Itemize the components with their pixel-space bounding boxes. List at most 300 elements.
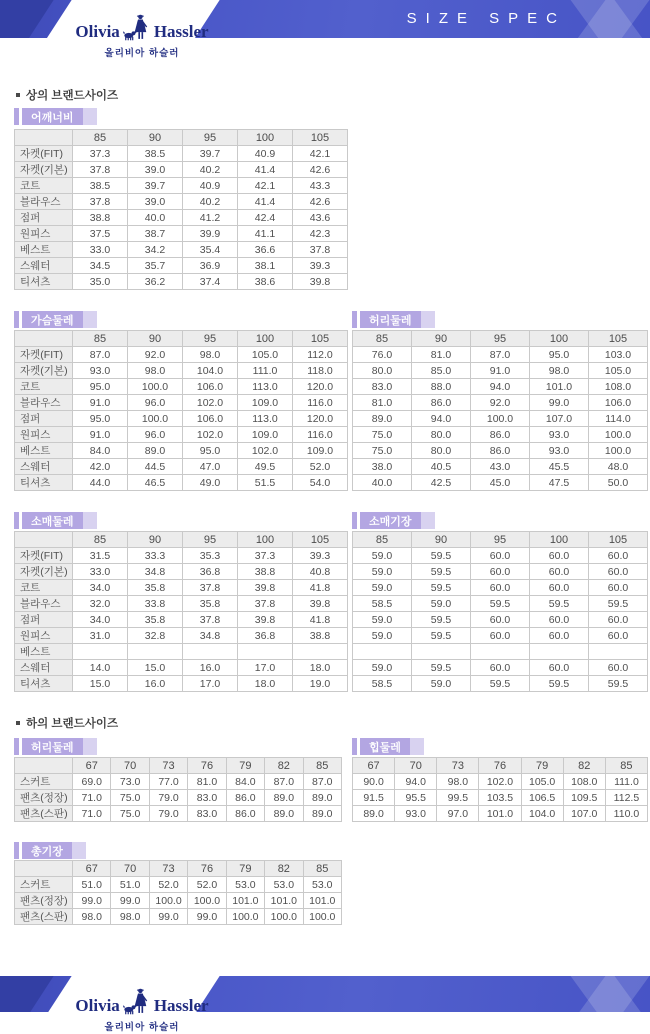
value-cell: 39.8 [238, 580, 293, 596]
size-column-header: 90 [128, 130, 183, 146]
chip-tail [83, 311, 97, 328]
value-cell: 39.8 [293, 596, 348, 612]
value-cell: 101.0 [226, 893, 264, 909]
value-cell: 106.0 [183, 411, 238, 427]
value-cell: 81.0 [353, 395, 412, 411]
value-cell: 59.5 [530, 596, 589, 612]
value-cell: 99.0 [73, 893, 111, 909]
row-label: 티셔츠 [15, 676, 73, 692]
value-cell: 99.0 [188, 909, 226, 925]
value-cell: 59.0 [353, 580, 412, 596]
value-cell: 37.8 [238, 596, 293, 612]
size-column-header: 85 [73, 130, 128, 146]
table-row [15, 564, 348, 580]
row-label: 자켓(FIT) [15, 347, 73, 363]
value-cell: 120.0 [293, 411, 348, 427]
value-cell: 59.0 [412, 676, 471, 692]
value-cell: 15.0 [128, 660, 183, 676]
value-cell: 102.0 [183, 427, 238, 443]
value-cell: 39.7 [128, 178, 183, 194]
value-cell: 52.0 [149, 877, 187, 893]
row-label: 스커트 [15, 877, 73, 893]
value-cell: 38.1 [238, 258, 293, 274]
row-label: 원피스 [15, 628, 73, 644]
value-cell: 41.8 [293, 612, 348, 628]
value-cell: 60.0 [530, 564, 589, 580]
value-cell: 103.0 [589, 347, 648, 363]
size-column-header: 76 [188, 861, 226, 877]
banner-dark-slash [0, 976, 58, 1012]
value-cell: 89.0 [265, 806, 303, 822]
value-cell: 92.0 [471, 395, 530, 411]
table-row [353, 548, 648, 564]
value-cell: 89.0 [353, 806, 395, 822]
value-cell [183, 644, 238, 660]
value-cell: 75.0 [353, 443, 412, 459]
value-cell: 35.8 [128, 612, 183, 628]
table-header-row [353, 532, 648, 548]
value-cell: 93.0 [395, 806, 437, 822]
value-cell: 69.0 [73, 774, 111, 790]
value-cell: 60.0 [589, 628, 648, 644]
value-cell: 100.0 [188, 893, 226, 909]
size-table-total-length [14, 860, 342, 925]
size-column-header: 95 [183, 331, 238, 347]
table-row [15, 877, 342, 893]
value-cell: 60.0 [471, 580, 530, 596]
value-cell: 42.0 [73, 459, 128, 475]
value-cell: 93.0 [73, 363, 128, 379]
table-row [15, 443, 348, 459]
brand-name-right: Hassler [153, 996, 209, 1015]
value-cell: 16.0 [128, 676, 183, 692]
size-table-chest [14, 330, 348, 491]
size-table-waist-bottom [14, 757, 342, 822]
row-label: 티셔츠 [15, 475, 73, 491]
value-cell: 98.0 [111, 909, 149, 925]
value-cell: 37.4 [183, 274, 238, 290]
value-cell: 38.8 [73, 210, 128, 226]
row-label-header [15, 130, 73, 146]
row-label: 팬츠(스판) [15, 806, 73, 822]
value-cell: 43.6 [293, 210, 348, 226]
table-chip-shoulder [14, 108, 97, 125]
value-cell: 18.0 [238, 676, 293, 692]
value-cell: 59.5 [412, 580, 471, 596]
size-column-header: 100 [530, 331, 589, 347]
row-label: 자켓(FIT) [15, 146, 73, 162]
table-row [15, 596, 348, 612]
value-cell: 58.5 [353, 596, 412, 612]
value-cell: 37.5 [73, 226, 128, 242]
value-cell: 37.8 [183, 580, 238, 596]
value-cell: 59.0 [353, 628, 412, 644]
value-cell: 59.0 [353, 548, 412, 564]
row-label: 팬츠(정장) [15, 893, 73, 909]
row-label: 베스트 [15, 443, 73, 459]
value-cell [128, 644, 183, 660]
table-row [15, 612, 348, 628]
size-column-header: 67 [73, 758, 111, 774]
value-cell: 104.0 [521, 806, 563, 822]
value-cell: 94.0 [471, 379, 530, 395]
size-column-header: 85 [303, 861, 341, 877]
value-cell: 109.5 [563, 790, 605, 806]
value-cell: 45.5 [530, 459, 589, 475]
row-label-header [15, 331, 73, 347]
value-cell: 83.0 [353, 379, 412, 395]
value-cell: 49.5 [238, 459, 293, 475]
table-chip-hip [352, 738, 424, 755]
chip-accent-bar [352, 738, 357, 755]
value-cell: 96.0 [128, 395, 183, 411]
table-row [15, 909, 342, 925]
table-row [353, 427, 648, 443]
value-cell: 52.0 [293, 459, 348, 475]
value-cell: 37.8 [293, 242, 348, 258]
value-cell: 16.0 [183, 660, 238, 676]
value-cell: 85.0 [412, 363, 471, 379]
table-row [353, 790, 648, 806]
row-label: 스웨터 [15, 459, 73, 475]
table-title: 어깨너비 [22, 108, 83, 125]
value-cell: 94.0 [395, 774, 437, 790]
table-row [15, 475, 348, 491]
value-cell: 59.5 [589, 676, 648, 692]
size-column-header: 67 [73, 861, 111, 877]
value-cell: 75.0 [353, 427, 412, 443]
size-column-header: 73 [149, 758, 187, 774]
value-cell: 89.0 [303, 790, 341, 806]
value-cell: 42.6 [293, 194, 348, 210]
size-column-header: 90 [128, 331, 183, 347]
table-row [15, 411, 348, 427]
value-cell: 86.0 [471, 443, 530, 459]
value-cell: 36.8 [238, 628, 293, 644]
size-column-header: 105 [293, 130, 348, 146]
value-cell: 89.0 [128, 443, 183, 459]
header-banner [0, 0, 650, 58]
value-cell: 101.0 [303, 893, 341, 909]
row-label: 코트 [15, 178, 73, 194]
table-row [353, 475, 648, 491]
size-column-header: 100 [530, 532, 589, 548]
size-column-header: 90 [412, 331, 471, 347]
value-cell: 37.8 [183, 612, 238, 628]
size-column-header: 85 [73, 331, 128, 347]
table-title: 소매둘레 [22, 512, 83, 529]
value-cell: 94.0 [412, 411, 471, 427]
value-cell: 118.0 [293, 363, 348, 379]
value-cell: 75.0 [111, 806, 149, 822]
value-cell: 89.0 [303, 806, 341, 822]
value-cell: 98.0 [183, 347, 238, 363]
table-row [353, 676, 648, 692]
value-cell: 50.0 [589, 475, 648, 491]
value-cell: 91.5 [353, 790, 395, 806]
woman-with-dog-icon [122, 986, 152, 1018]
value-cell: 95.0 [530, 347, 589, 363]
value-cell: 98.0 [437, 774, 479, 790]
value-cell: 60.0 [471, 564, 530, 580]
value-cell: 99.0 [111, 893, 149, 909]
table-row [353, 580, 648, 596]
value-cell: 60.0 [530, 612, 589, 628]
value-cell: 39.0 [128, 162, 183, 178]
size-column-header: 82 [265, 861, 303, 877]
table-row [353, 443, 648, 459]
size-column-header: 95 [471, 331, 530, 347]
value-cell: 95.0 [183, 443, 238, 459]
value-cell: 60.0 [471, 548, 530, 564]
value-cell: 41.4 [238, 194, 293, 210]
table-title: 허리둘레 [360, 311, 421, 328]
value-cell: 51.0 [111, 877, 149, 893]
value-cell: 84.0 [226, 774, 264, 790]
value-cell: 100.0 [149, 893, 187, 909]
value-cell: 40.2 [183, 162, 238, 178]
value-cell: 91.0 [73, 427, 128, 443]
row-label: 블라우스 [15, 395, 73, 411]
size-column-header: 70 [111, 758, 149, 774]
size-table-sleeve-girth [14, 531, 348, 692]
value-cell: 79.0 [149, 806, 187, 822]
value-cell: 37.3 [238, 548, 293, 564]
value-cell: 100.0 [265, 909, 303, 925]
size-column-header: 76 [479, 758, 521, 774]
section-title-tops [16, 87, 118, 103]
size-column-header: 105 [589, 532, 648, 548]
value-cell: 32.8 [128, 628, 183, 644]
table-row [15, 274, 348, 290]
row-label-header [15, 758, 73, 774]
value-cell: 102.0 [183, 395, 238, 411]
value-cell: 81.0 [188, 774, 226, 790]
value-cell: 101.0 [530, 379, 589, 395]
value-cell: 34.8 [128, 564, 183, 580]
value-cell: 100.0 [589, 443, 648, 459]
row-label-header [15, 861, 73, 877]
row-label: 원피스 [15, 226, 73, 242]
value-cell: 52.0 [188, 877, 226, 893]
value-cell: 91.0 [73, 395, 128, 411]
size-column-header: 90 [412, 532, 471, 548]
value-cell: 107.0 [563, 806, 605, 822]
table-row [15, 226, 348, 242]
value-cell: 60.0 [471, 612, 530, 628]
size-column-header: 79 [226, 758, 264, 774]
value-cell: 39.8 [238, 612, 293, 628]
table-chip-sleeve-girth [14, 512, 97, 529]
chip-accent-bar [14, 108, 19, 125]
value-cell: 88.0 [412, 379, 471, 395]
table-header-row [353, 758, 648, 774]
table-row [353, 806, 648, 822]
value-cell [412, 644, 471, 660]
value-cell: 60.0 [589, 564, 648, 580]
value-cell: 101.0 [265, 893, 303, 909]
chip-tail [421, 512, 435, 529]
row-label: 자켓(FIT) [15, 548, 73, 564]
value-cell: 15.0 [73, 676, 128, 692]
table-chip-waist-bottom [14, 738, 97, 755]
brand-logo [56, 12, 228, 59]
table-row [353, 774, 648, 790]
value-cell: 38.8 [293, 628, 348, 644]
value-cell: 86.0 [226, 806, 264, 822]
size-column-header: 95 [183, 532, 238, 548]
value-cell: 108.0 [589, 379, 648, 395]
row-label: 스웨터 [15, 660, 73, 676]
table-title: 가슴둘레 [22, 311, 83, 328]
size-column-header: 76 [188, 758, 226, 774]
value-cell: 95.0 [73, 379, 128, 395]
row-label: 티셔츠 [15, 274, 73, 290]
value-cell: 36.6 [238, 242, 293, 258]
brand-subtitle: 올리비아 하슬러 [104, 48, 180, 59]
value-cell: 44.0 [73, 475, 128, 491]
value-cell: 59.5 [412, 628, 471, 644]
value-cell: 98.0 [530, 363, 589, 379]
value-cell: 38.6 [238, 274, 293, 290]
table-row [15, 548, 348, 564]
chip-accent-bar [352, 512, 357, 529]
size-column-header: 100 [238, 331, 293, 347]
size-column-header: 105 [293, 331, 348, 347]
chip-tail [72, 842, 86, 859]
table-title: 힙둘레 [360, 738, 410, 755]
value-cell: 42.1 [293, 146, 348, 162]
value-cell: 60.0 [530, 628, 589, 644]
value-cell: 49.0 [183, 475, 238, 491]
value-cell: 37.3 [73, 146, 128, 162]
value-cell: 59.5 [412, 612, 471, 628]
value-cell: 31.5 [73, 548, 128, 564]
value-cell: 37.8 [73, 162, 128, 178]
table-header-row [15, 130, 348, 146]
value-cell [353, 644, 412, 660]
chip-tail [83, 108, 97, 125]
size-column-header: 85 [353, 532, 412, 548]
value-cell [471, 644, 530, 660]
row-label: 베스트 [15, 242, 73, 258]
table-row [15, 644, 348, 660]
value-cell: 53.0 [303, 877, 341, 893]
value-cell: 95.0 [73, 411, 128, 427]
table-header-row [15, 861, 342, 877]
size-column-header: 100 [238, 130, 293, 146]
value-cell: 38.0 [353, 459, 412, 475]
value-cell: 47.5 [530, 475, 589, 491]
table-row [15, 459, 348, 475]
size-column-header: 85 [605, 758, 647, 774]
size-spec-title: SIZE SPEC [406, 10, 566, 27]
value-cell: 112.0 [293, 347, 348, 363]
value-cell: 36.9 [183, 258, 238, 274]
row-label: 스커트 [15, 774, 73, 790]
table-row [353, 660, 648, 676]
value-cell: 53.0 [265, 877, 303, 893]
size-column-header: 105 [293, 532, 348, 548]
value-cell: 39.7 [183, 146, 238, 162]
table-row [15, 395, 348, 411]
value-cell: 60.0 [471, 628, 530, 644]
value-cell: 34.0 [73, 612, 128, 628]
value-cell: 102.0 [238, 443, 293, 459]
table-row [15, 427, 348, 443]
value-cell: 100.0 [471, 411, 530, 427]
table-row [15, 347, 348, 363]
value-cell: 80.0 [353, 363, 412, 379]
value-cell: 100.0 [226, 909, 264, 925]
row-label: 팬츠(스판) [15, 909, 73, 925]
value-cell: 99.0 [530, 395, 589, 411]
value-cell: 79.0 [149, 790, 187, 806]
value-cell: 108.0 [563, 774, 605, 790]
value-cell: 59.5 [589, 596, 648, 612]
value-cell: 19.0 [293, 676, 348, 692]
value-cell: 35.0 [73, 274, 128, 290]
brand-subtitle: 올리비아 하슬러 [104, 1022, 180, 1033]
table-row [15, 806, 342, 822]
value-cell: 37.8 [73, 194, 128, 210]
value-cell: 83.0 [188, 790, 226, 806]
value-cell: 33.3 [128, 548, 183, 564]
value-cell: 112.5 [605, 790, 647, 806]
table-row [15, 676, 348, 692]
value-cell: 39.3 [293, 258, 348, 274]
value-cell: 103.5 [479, 790, 521, 806]
value-cell: 106.5 [521, 790, 563, 806]
value-cell: 41.8 [293, 580, 348, 596]
row-label: 점퍼 [15, 210, 73, 226]
value-cell: 14.0 [73, 660, 128, 676]
size-column-header: 85 [73, 532, 128, 548]
row-label: 베스트 [15, 644, 73, 660]
value-cell: 97.0 [437, 806, 479, 822]
value-cell: 99.0 [149, 909, 187, 925]
value-cell [530, 644, 589, 660]
brand-logo [56, 986, 228, 1033]
value-cell: 36.2 [128, 274, 183, 290]
row-label: 자켓(기본) [15, 564, 73, 580]
value-cell: 35.7 [128, 258, 183, 274]
value-cell: 98.0 [128, 363, 183, 379]
value-cell: 87.0 [265, 774, 303, 790]
chip-tail [83, 738, 97, 755]
value-cell: 32.0 [73, 596, 128, 612]
section-title-text: 하의 브랜드사이즈 [26, 718, 119, 730]
value-cell: 111.0 [238, 363, 293, 379]
row-label: 점퍼 [15, 411, 73, 427]
value-cell: 41.1 [238, 226, 293, 242]
value-cell: 40.8 [293, 564, 348, 580]
value-cell: 38.8 [238, 564, 293, 580]
row-label: 원피스 [15, 427, 73, 443]
size-column-header: 85 [353, 331, 412, 347]
size-column-header: 100 [238, 532, 293, 548]
chip-accent-bar [14, 738, 19, 755]
row-label: 블라우스 [15, 596, 73, 612]
value-cell: 104.0 [183, 363, 238, 379]
value-cell: 76.0 [353, 347, 412, 363]
value-cell: 51.0 [73, 877, 111, 893]
value-cell: 34.8 [183, 628, 238, 644]
table-chip-waist-top [352, 311, 435, 328]
value-cell: 51.5 [238, 475, 293, 491]
banner-x-pattern [530, 976, 650, 1012]
table-row [15, 178, 348, 194]
